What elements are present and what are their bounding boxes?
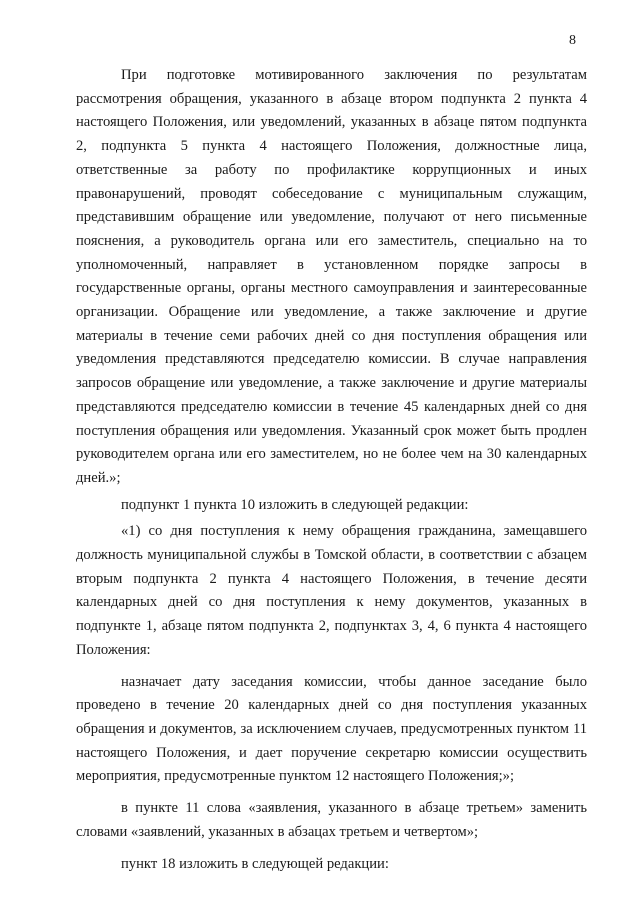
document-body [76, 64, 587, 876]
paragraph-subclause-10-1-intro: подпункт 1 пункта 10 изложить в следующей редакции: [121, 496, 469, 513]
paragraph-motivated-conclusion: При подготовке мотивированного заключения по результатам рассмотрения обращения, указанного в абзаце втором подпункта 2 пункта 4 настоящего Положения, или уведомлений, указанных в абзаце пятом подпункта 2, подпункта 5 пункта 4 настоящего Положения, должностные лица, ответственные за работу по профилактике коррупционных и иных правонарушений, проводят собеседование с муниципальным служащим, представившим обращение или уведомление, получают от него письменные пояснения, а руководитель органа или его заместитель, специально на то уполномоченный, направляет в установленном порядке запросы в государственные органы, органы местного самоуправления и заинтересованные организации. Обращение или уведомление, а также заключение и другие материалы в течение семи рабочих дней со дня поступления обращения или уведомления представляются председателю комиссии. В случае направления запросов обращение или уведомление, а также заключение и другие материалы представляются председателю комиссии в течение 45 календарных дней со дня поступления обращения или уведомления. Указанный срок может быть продлен руководителем органа или его заместителем, но не более чем на 30 календарных дней.»; [76, 67, 587, 486]
page-number: 8 [569, 33, 576, 48]
paragraph-clause-18-intro: пункт 18 изложить в следующей редакции: [121, 855, 389, 872]
paragraph-clause-11-change: в пункте 11 слова «заявления, указанного в абзаце третьем» заменить словами «заявлений, указанных в абзацах третьем и четвертом»; [76, 800, 587, 840]
paragraph-meeting-date: назначает дату заседания комиссии, чтобы данное заседание было проведено в течение 20 календарных дней со дня поступления указанных обращения и документов, за исключением случаев, предусмотренных пунктом 11 настоящего Положения, и дает поручение секретарю комиссии осуществить мероприятия, предусмотренные пунктом 12 настоящего Положения;»; [76, 673, 587, 785]
paragraph-subclause-10-1-text: «1) со дня поступления к нему обращения гражданина, замещавшего должность муниципальной службы в Томской области, в соответствии с абзацем вторым подпункта 2 пункта 4 настоящего Положения, в течение десяти календарных дней со дня поступления к нему документов, указанных в подпункте 1, абзаце пятом подпункта 2, подпунктах 3, 4, 6 пункта 4 настоящего Положения: [76, 523, 587, 658]
